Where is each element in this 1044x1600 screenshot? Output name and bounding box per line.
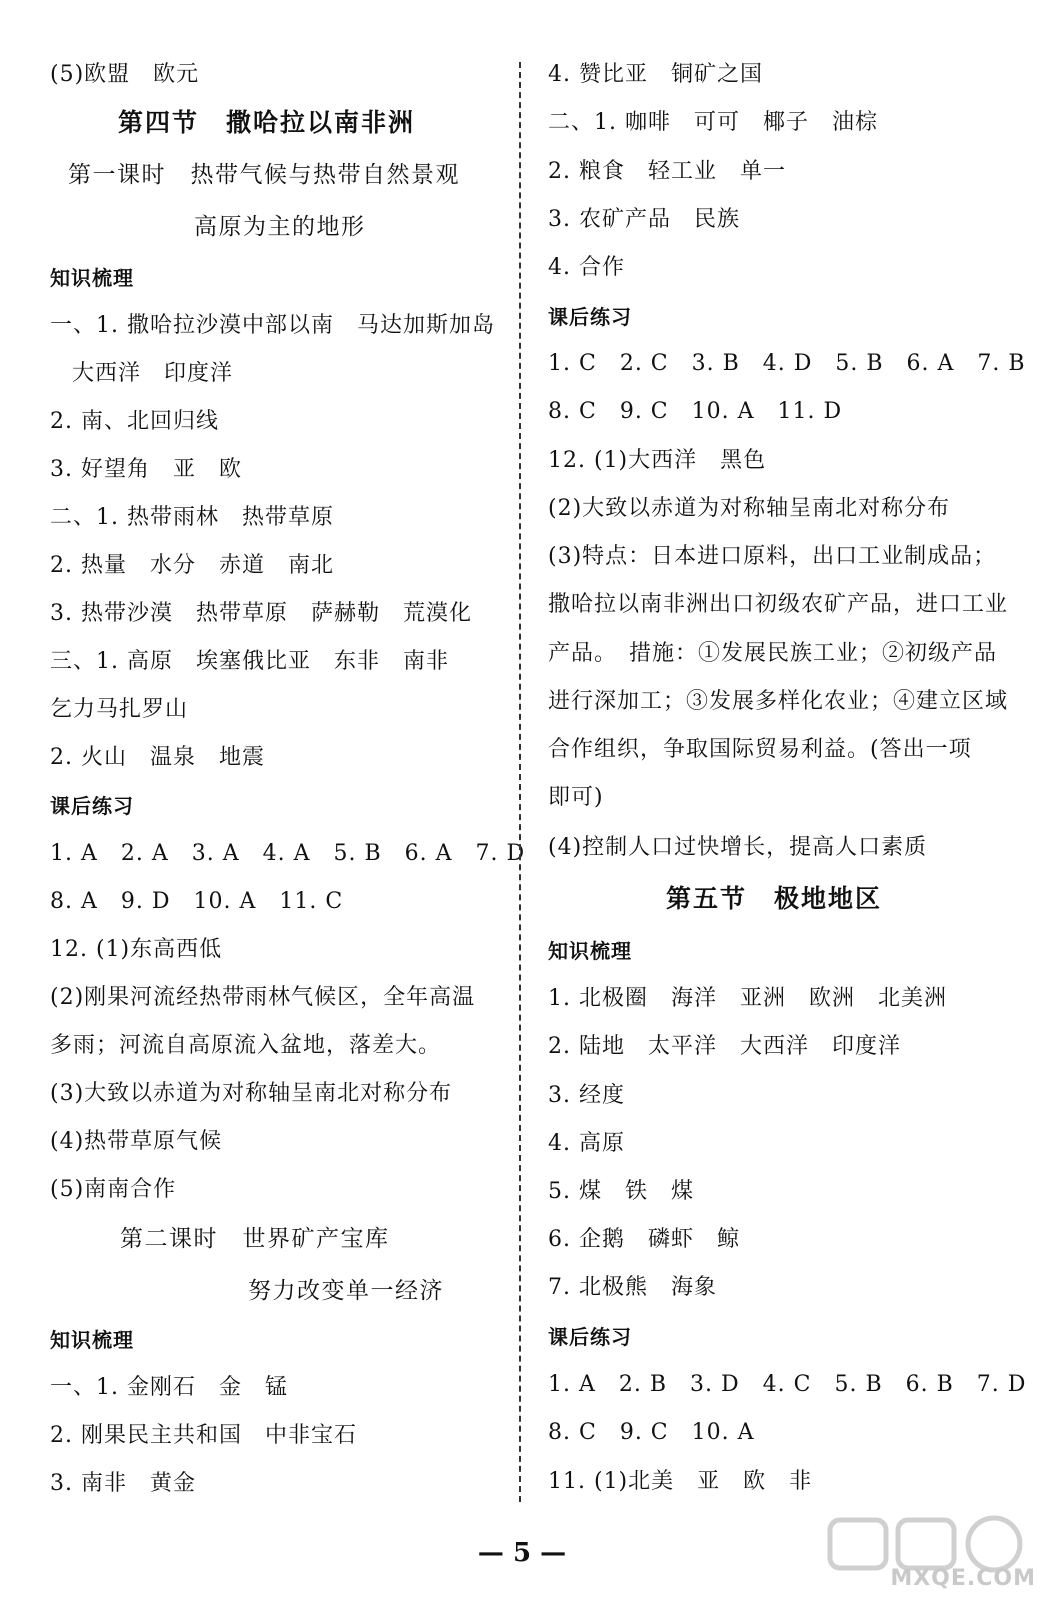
- text-line: (5)欧盟 欧元: [50, 62, 200, 87]
- text-line: 多雨；河流自高原流入盆地，落差大。: [50, 1033, 442, 1058]
- lesson-title: 第二课时 世界矿产宝库: [120, 1226, 390, 1252]
- text-line: 4. 合作: [548, 255, 625, 280]
- text-line: 8. C 9. C 10. A 11. D: [548, 399, 843, 424]
- text-line: 2. 热量 水分 赤道 南北: [50, 553, 334, 578]
- text-line: 3. 热带沙漠 热带草原 萨赫勒 荒漠化: [50, 601, 472, 626]
- text-line: (4)控制人口过快增长，提高人口素质: [548, 835, 928, 860]
- text-line: 1. A 2. A 3. A 4. A 5. B 6. A 7. D: [50, 841, 526, 866]
- text-line: 一、1. 撒哈拉沙漠中部以南 马达加斯加岛: [50, 313, 495, 338]
- section-heading: 第五节 极地地区: [666, 884, 883, 913]
- text-line: (3)特点：日本进口原料，出口工业制成品；: [548, 544, 997, 569]
- column-divider: [519, 62, 521, 1502]
- text-line: 一、1. 金刚石 金 锰: [50, 1375, 288, 1400]
- subheading: 课后练习: [548, 1325, 632, 1349]
- text-line: 8. C 9. C 10. A: [548, 1420, 755, 1445]
- text-line: 2. 南、北回归线: [50, 409, 219, 434]
- text-line: 合作组织，争取国际贸易利益。(答出一项: [548, 737, 972, 762]
- text-line: (5)南南合作: [50, 1177, 177, 1202]
- subheading: 知识梳理: [50, 266, 134, 290]
- text-line: 3. 好望角 亚 欧: [50, 457, 242, 482]
- lesson-subtitle: 努力改变单一经济: [248, 1278, 444, 1304]
- text-line: 1. A 2. B 3. D 4. C 5. B 6. B 7. D: [548, 1372, 1027, 1397]
- subheading: 课后练习: [50, 794, 134, 818]
- text-line: 三、1. 高原 埃塞俄比亚 东非 南非: [50, 649, 449, 674]
- text-line: 6. 企鹅 磷虾 鲸: [548, 1227, 740, 1252]
- text-line: (2)刚果河流经热带雨林气候区，全年高温: [50, 985, 476, 1010]
- text-line: (3)大致以赤道为对称轴呈南北对称分布: [50, 1081, 453, 1106]
- text-line: 1. C 2. C 3. B 4. D 5. B 6. A 7. B: [548, 351, 1026, 376]
- text-line: 即可): [548, 785, 604, 810]
- section-heading: 第四节 撒哈拉以南非洲: [118, 108, 416, 137]
- text-line: 乞力马扎罗山: [50, 697, 189, 722]
- text-line: (2)大致以赤道为对称轴呈南北对称分布: [548, 496, 951, 521]
- text-line: 大西洋 印度洋: [72, 361, 234, 386]
- page-number-value: 5: [512, 1538, 532, 1568]
- text-line: 11. (1)北美 亚 欧 非: [548, 1469, 813, 1494]
- lesson-subtitle: 高原为主的地形: [194, 214, 366, 240]
- watermark-text: MXQE.COM: [890, 1566, 1036, 1591]
- text-line: 2. 刚果民主共和国 中非宝石: [50, 1423, 357, 1448]
- text-line: 撒哈拉以南非洲出口初级农矿产品，进口工业: [548, 592, 1009, 617]
- text-line: 4. 高原: [548, 1131, 625, 1156]
- text-line: 产品。 措施：①发展民族工业；②初级产品: [548, 641, 998, 666]
- subheading: 知识梳理: [548, 939, 632, 963]
- text-line: 7. 北极熊 海象: [548, 1275, 717, 1300]
- text-line: 12. (1)大西洋 黑色: [548, 448, 767, 473]
- text-line: 1. 北极圈 海洋 亚洲 欧洲 北美洲: [548, 986, 947, 1011]
- subheading: 课后练习: [548, 305, 632, 329]
- text-line: 2. 火山 温泉 地震: [50, 745, 265, 770]
- text-line: 2. 陆地 太平洋 大西洋 印度洋: [548, 1034, 901, 1059]
- text-line: 二、1. 咖啡 可可 椰子 油棕: [548, 110, 878, 135]
- text-line: 3. 经度: [548, 1083, 625, 1108]
- text-line: 12. (1)东高西低: [50, 937, 223, 962]
- text-line: 3. 农矿产品 民族: [548, 207, 740, 232]
- text-line: 8. A 9. D 10. A 11. C: [50, 889, 344, 914]
- text-line: (4)热带草原气候: [50, 1129, 223, 1154]
- page-number: — 5 —: [477, 1538, 567, 1568]
- subheading: 知识梳理: [50, 1328, 134, 1352]
- text-line: 二、1. 热带雨林 热带草原: [50, 505, 334, 530]
- text-line: 3. 南非 黄金: [50, 1471, 196, 1496]
- text-line: 5. 煤 铁 煤: [548, 1179, 694, 1204]
- text-line: 2. 粮食 轻工业 单一: [548, 159, 786, 184]
- lesson-title: 第一课时 热带气候与热带自然景观: [68, 162, 460, 188]
- text-line: 4. 赞比亚 铜矿之国: [548, 62, 763, 87]
- text-line: 进行深加工；③发展多样化农业；④建立区域: [548, 689, 1009, 714]
